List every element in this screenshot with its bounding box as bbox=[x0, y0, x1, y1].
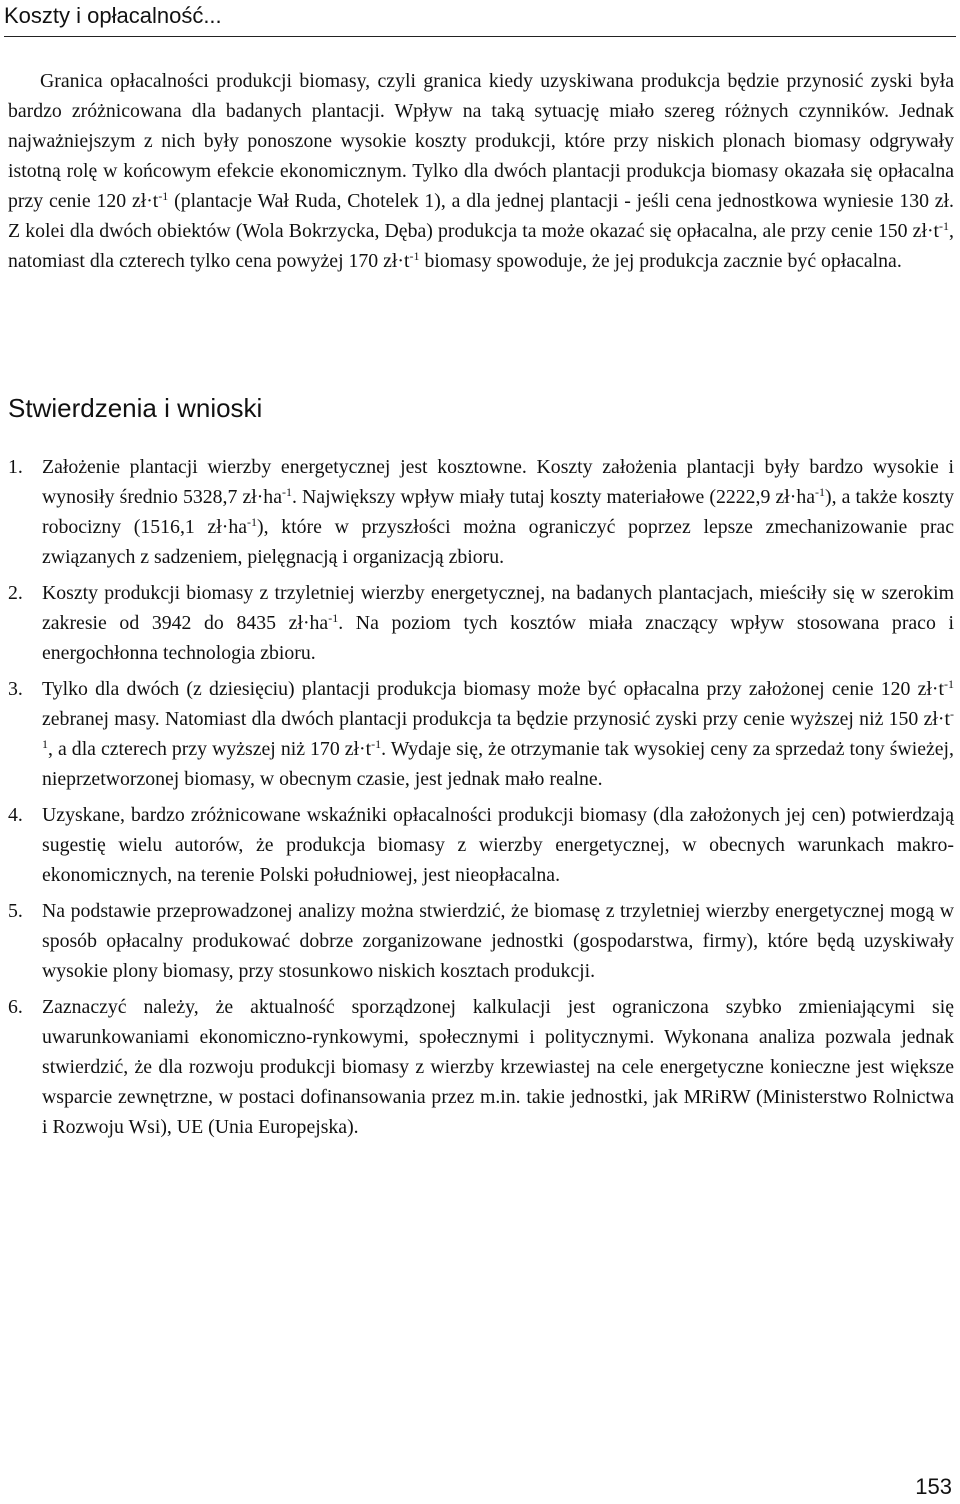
intro-text-3: , natomiast dla czterech tylko cena powyżej 170 zł·t bbox=[8, 220, 954, 272]
list-number: 2. bbox=[8, 582, 23, 604]
section-heading: Stwierdzenia i wnioski bbox=[8, 393, 263, 423]
list-item bbox=[8, 800, 954, 890]
unit-exponent: -1 bbox=[247, 515, 258, 529]
text-part: Uzyskane, bardzo zróżnicowane wskaźniki opłacalności produkcji biomasy (dla założonych jej cen) potwierdzają sugestię wielu autorów, że produkcja biomasy z wierzby energetycznej, w obecnych warunkach makro-ekonomicznych, na terenie Polski południowej, jest nieopłacalna. bbox=[42, 804, 954, 886]
text-part: . Na poziom tych kosztów miała znaczący wpływ stosowana praco i energochłonna technologia zbioru. bbox=[42, 612, 954, 664]
unit-exponent: -1 bbox=[944, 677, 954, 691]
text-part: . Wydaje się, że otrzymanie tak wysokiej ceny za sprzedaż tony świeżej, nieprzetworzonej biomasy, w obecnym czasie, jest jednak mało realne. bbox=[42, 738, 954, 790]
list-number: 5. bbox=[8, 900, 23, 922]
list-number: 4. bbox=[8, 804, 23, 826]
unit-exponent: -1 bbox=[939, 219, 950, 233]
unit-exponent: -1 bbox=[158, 189, 169, 203]
unit-exponent: -1 bbox=[409, 249, 420, 263]
text-part: Założenie plantacji wierzby energetycznej jest kosztowne. Koszty założenia plantacji były bardzo wysokie i wynosiły średnio 5328,7 zł·ha bbox=[42, 456, 954, 508]
text-part: Zaznaczyć należy, że aktualność sporządzonej kalkulacji jest ograniczona szybko zmieniającymi się uwarunkowaniami ekonomiczno-rynkowymi, społecznymi i politycznymi. Wykonana analiza pozwala jednak stwierdzić, że dla rozwoju produkcji biomasy z wierzby krzewiastej na cele energetyczne konieczne jest większe wsparcie zewnętrzne, w postaci dofinansowania przez m.in. takie jednostki, jak MRiRW (Ministerstwo Rolnictwa i Rozwoju Wsi), UE (Unia Europejska). bbox=[42, 996, 954, 1138]
list-item bbox=[8, 992, 954, 1142]
list-text bbox=[42, 800, 954, 890]
list-text bbox=[42, 452, 954, 572]
list-text bbox=[42, 578, 954, 668]
text-part: . Największy wpływ miały tutaj koszty materiałowe (2222,9 zł·ha bbox=[291, 486, 816, 508]
unit-exponent: -1 bbox=[42, 707, 954, 751]
text-part: Tylko dla dwóch (z dziesięciu) plantacji produkcja biomasy może być opłacalna przy założonej cenie 120 zł·t bbox=[42, 678, 944, 700]
list-number: 6. bbox=[8, 996, 23, 1018]
page-number: 153 bbox=[915, 1474, 952, 1499]
list-number: 3. bbox=[8, 678, 23, 700]
intro-text-4: biomasy spowoduje, że jej produkcja zacznie być opłacalna. bbox=[419, 250, 902, 272]
conclusions-list bbox=[8, 452, 954, 1148]
text-part: ), a także koszty robocizny (1516,1 zł·ha bbox=[42, 486, 954, 538]
intro-paragraph bbox=[8, 66, 954, 276]
text-part: Koszty produkcji biomasy z trzyletniej wierzby energetycznej, na badanych plantacjach, mieściły się w szerokim zakresie od 3942 do 8435 zł·ha bbox=[42, 582, 954, 634]
intro-text-1: Granica opłacalności produkcji biomasy, czyli granica kiedy uzyskiwana produkcja będzie przynosić zyski była bardzo zróżnicowana dla badanych plantacji. Wpływ na taką sytuację miało szereg różnych czynników. Jednak najważniejszym z nich były ponoszone wysokie koszty produkcji, które przy niskich plonach biomasy odgrywały istotną rolę w końcowym efekcie ekonomicznym. Tylko dla dwóch plantacji produkcja biomasy okazała się opłacalna przy cenie 120 zł·t bbox=[8, 70, 954, 212]
running-header: Koszty i opłacalność... bbox=[4, 3, 222, 28]
header-rule bbox=[4, 36, 956, 37]
text-part: , a dla czterech przy wyższej niż 170 zł·t bbox=[48, 738, 372, 760]
list-item bbox=[8, 674, 954, 794]
list-text bbox=[42, 674, 954, 794]
list-text bbox=[42, 992, 954, 1142]
list-text bbox=[42, 896, 954, 986]
text-part: ), które w przyszłości można ograniczyć poprzez lepsze zmechanizowanie prac związanych z sadzeniem, pielęgnacją i organizacją zbioru. bbox=[42, 516, 954, 568]
text-part: zebranej masy. Natomiast dla dwóch plantacji produkcja ta będzie przynosić zyski przy cenie wyższej niż 150 zł·t bbox=[42, 708, 950, 730]
list-item bbox=[8, 578, 954, 668]
list-number: 1. bbox=[8, 456, 23, 478]
unit-exponent: -1 bbox=[328, 611, 339, 625]
text-part: Na podstawie przeprowadzonej analizy można stwierdzić, że biomasę z trzyletniej wierzby energetycznej mogą w sposób opłacalny produkować dobrze zorganizowane jednostki (gospodarstwa, firmy), które będą uzyskiwały wysokie plony biomasy, przy stosunkowo niskich kosztach produkcji. bbox=[42, 900, 954, 982]
unit-exponent: -1 bbox=[371, 737, 382, 751]
intro-text-2: (plantacje Wał Ruda, Chotelek 1), a dla jednej plantacji - jeśli cena jednostkowa wyniesie 130 zł. Z kolei dla dwóch obiektów (Wola Bokrzycka, Dęba) produkcja ta może okazać się opłacalna, ale przy cenie 150 zł·t bbox=[8, 190, 954, 242]
list-item bbox=[8, 452, 954, 572]
unit-exponent: -1 bbox=[815, 485, 826, 499]
list-item bbox=[8, 896, 954, 986]
unit-exponent: -1 bbox=[281, 485, 292, 499]
